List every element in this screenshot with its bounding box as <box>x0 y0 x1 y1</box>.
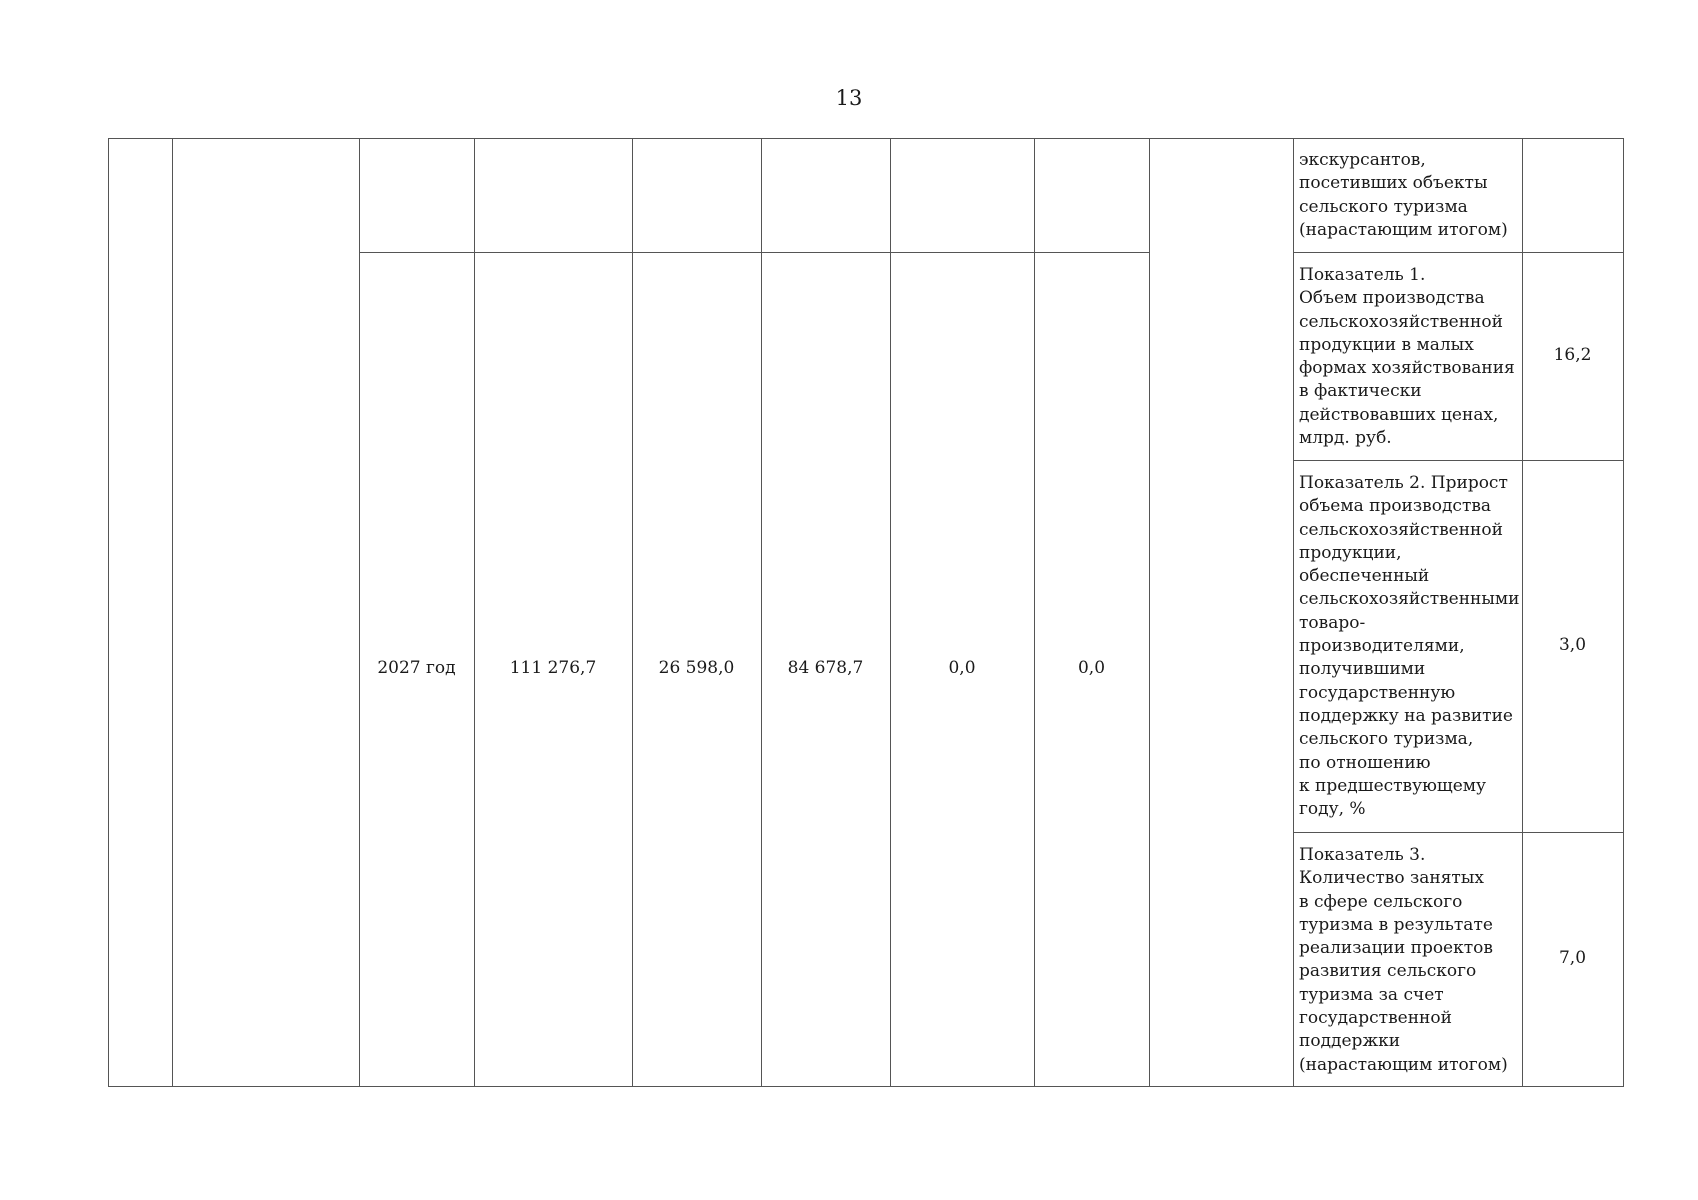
table-border-bottom <box>108 1086 1623 1087</box>
indicator-description: Показатель 2. Прирост объема производства сельскохозяйственной продукции, обеспеченный сельскохозяйственными товаро- производителями, получившими государственную поддержку на развитие сельского туризма, по отношению к предшествующему году, % <box>1299 473 1520 820</box>
cell-extrabudgetary: 0,0 <box>1077 658 1106 679</box>
column-divider <box>172 138 173 1087</box>
cell-period: 2027 год <box>377 658 456 679</box>
column-divider <box>1149 138 1150 1087</box>
page-number: 13 <box>835 86 863 110</box>
cell-total: 111 276,7 <box>509 658 597 679</box>
cell-federal: 26 598,0 <box>658 658 735 679</box>
indicator-description: экскурсантов, посетивших объекты сельского туризма (нарастающим итогом) <box>1299 150 1508 240</box>
indicator-value: 16,2 <box>1553 345 1592 366</box>
table-border-right <box>1623 138 1624 1087</box>
indicator-value: 3,0 <box>1558 635 1587 656</box>
indicator-value: 7,0 <box>1558 948 1587 969</box>
cell-local: 0,0 <box>948 658 976 679</box>
cell-regional: 84 678,7 <box>787 658 864 679</box>
indicator-description: Показатель 1. Объем производства сельскохозяйственной продукции в малых формах хозяйствования в фактически действовавших ценах, млрд. руб. <box>1299 265 1515 449</box>
indicator-value <box>1522 138 1623 252</box>
indicator-description: Показатель 3. Количество занятых в сфере сельского туризма в результате реализации проектов развития сельского туризма за счет государственной поддержки (нарастающим итогом) <box>1299 845 1508 1075</box>
table-border-left <box>108 138 109 1087</box>
